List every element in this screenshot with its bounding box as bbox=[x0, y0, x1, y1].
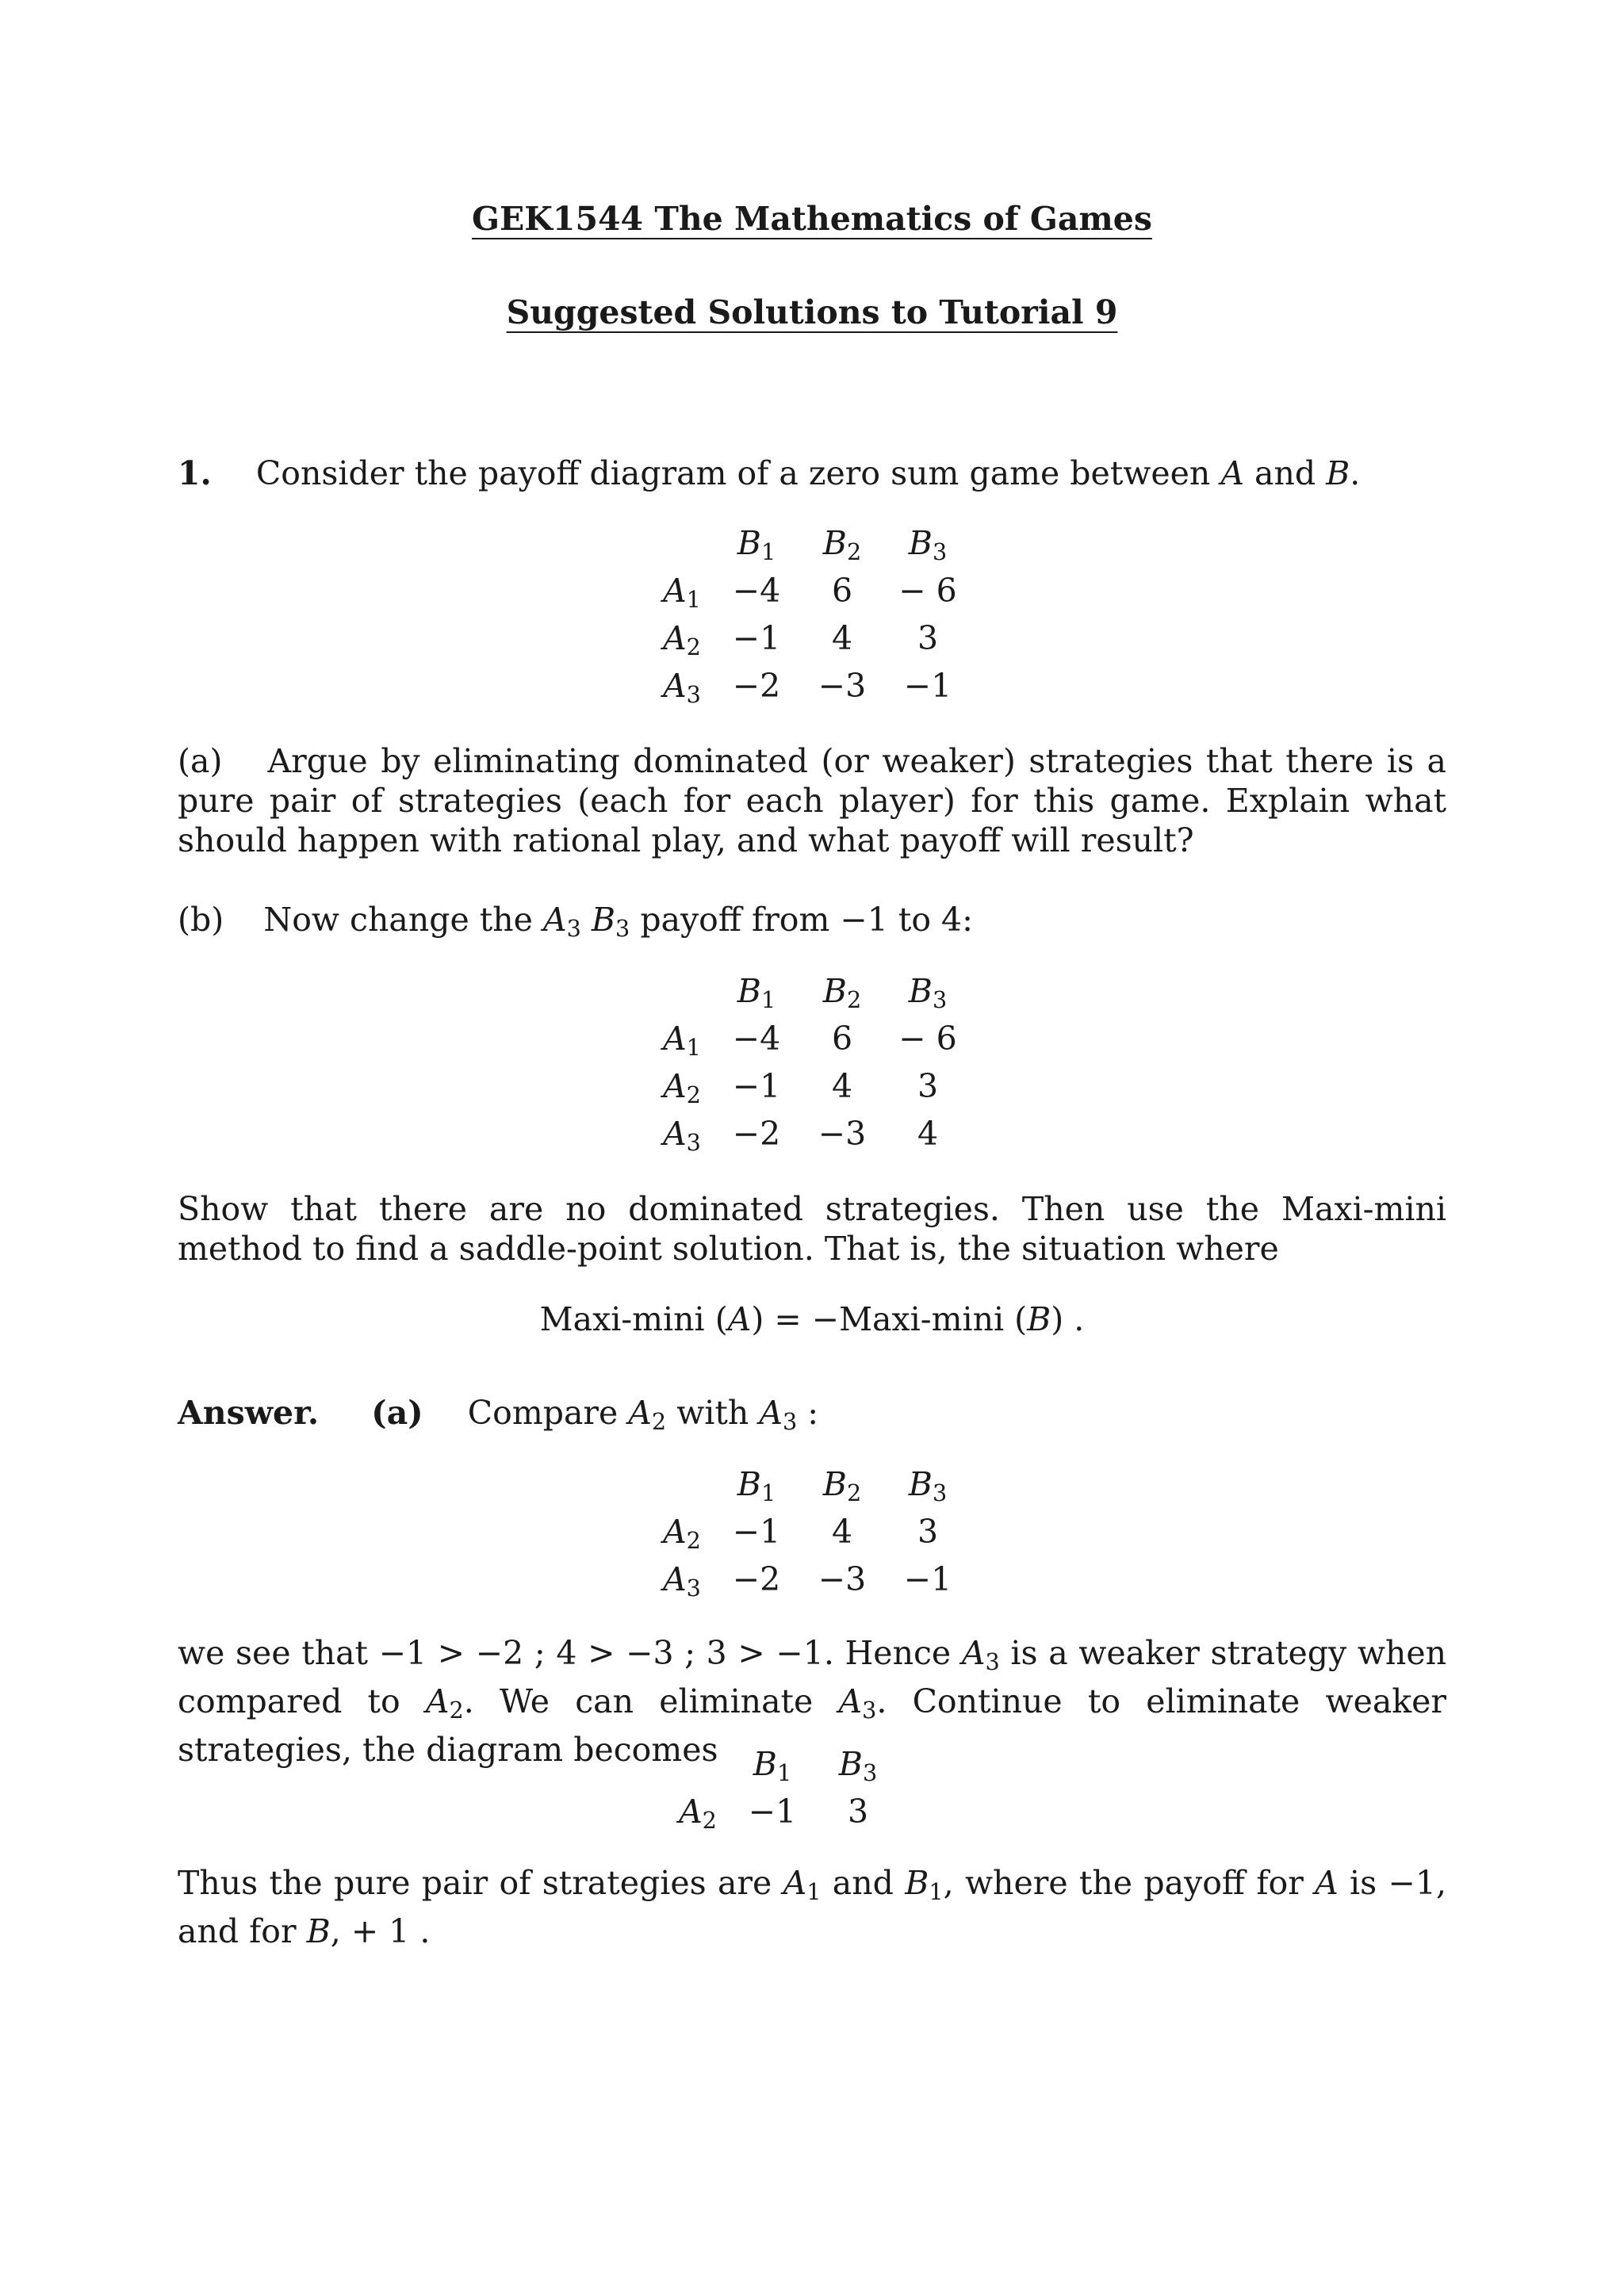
column-header: $B_3$ bbox=[908, 972, 948, 1014]
part-a-text: Argue by eliminating dominated (or weaker) strategies that there is a pure pair of strategies (each for each player) for this game. Explain what should happen with rational play, and what payoff will result? bbox=[178, 742, 1446, 859]
part-a-question bbox=[178, 741, 1446, 860]
payoff-cell: − 6 bbox=[898, 1020, 957, 1058]
part-b-text-2: Show that there are no dominated strategies. Then use the Maxi-mini method to find a saddle-point solution. That is, the situation where bbox=[178, 1190, 1446, 1268]
column-header: $B_1$ bbox=[737, 524, 776, 566]
payoff-cell: 3 bbox=[917, 619, 939, 657]
payoff-cell: −1 bbox=[903, 667, 952, 705]
answer-label: Answer. bbox=[178, 1394, 320, 1432]
payoff-cell: 3 bbox=[917, 1513, 939, 1551]
answer-part-label: (a) bbox=[371, 1394, 423, 1432]
row-header: $A_3$ bbox=[663, 1115, 701, 1157]
payoff-cell: 6 bbox=[831, 1020, 853, 1058]
payoff-cell: 4 bbox=[917, 1115, 939, 1153]
question-number: 1. bbox=[178, 454, 212, 492]
payoff-cell: −1 bbox=[732, 1513, 781, 1551]
payoff-cell: −1 bbox=[903, 1560, 952, 1598]
answer-text-1: we see that −1 > −2 ; 4 > −3 ; 3 > −1. Hence $A_3$ is a weaker strategy when compared to $A_2$. We can eliminate $A_3$. Continue to eliminate weaker strategies, the diagram becomes bbox=[178, 1634, 1446, 1770]
part-b-question bbox=[178, 900, 1446, 948]
maximin-equation: Maxi-mini (A) = −Maxi-mini (B) . bbox=[539, 1300, 1085, 1338]
payoff-cell: −2 bbox=[732, 667, 781, 705]
payoff-cell: −2 bbox=[732, 1560, 781, 1598]
row-header: $A_1$ bbox=[663, 572, 701, 614]
column-header: $B_1$ bbox=[753, 1745, 792, 1787]
column-header: $B_2$ bbox=[822, 972, 862, 1014]
row-header: $A_1$ bbox=[663, 1020, 701, 1062]
row-header: $A_2$ bbox=[663, 1513, 701, 1555]
column-header: $B_3$ bbox=[908, 1465, 948, 1507]
document-title: GEK1544 The Mathematics of Games bbox=[472, 200, 1152, 238]
payoff-cell: − 6 bbox=[898, 572, 957, 610]
column-header: $B_2$ bbox=[822, 524, 862, 566]
question-1-intro bbox=[178, 453, 1446, 493]
part-b-text: Now change the $A_3$ $B_3$ payoff from −1 to 4: bbox=[263, 901, 973, 943]
row-header: $A_2$ bbox=[679, 1793, 717, 1835]
answer-intro bbox=[178, 1393, 1446, 1441]
payoff-cell: −2 bbox=[732, 1115, 781, 1153]
payoff-cell: 4 bbox=[831, 1067, 853, 1105]
payoff-cell: −1 bbox=[748, 1793, 797, 1831]
answer-text-2: Thus the pure pair of strategies are $A_1$ and $B_1$, where the payoff for A is −1, and for B, + 1 . bbox=[178, 1864, 1446, 1951]
column-header: $B_3$ bbox=[908, 524, 948, 566]
payoff-cell: −3 bbox=[818, 667, 867, 705]
answer-intro-text: Compare $A_2$ with $A_3$ : bbox=[467, 1394, 819, 1436]
payoff-matrix-2 bbox=[650, 967, 971, 1158]
payoff-matrix-3 bbox=[650, 1460, 971, 1603]
payoff-cell: −4 bbox=[732, 572, 781, 610]
payoff-cell: 3 bbox=[847, 1793, 869, 1831]
row-header: $A_2$ bbox=[663, 1067, 701, 1109]
column-header: $B_1$ bbox=[737, 972, 776, 1014]
part-a-label: (a) bbox=[178, 742, 223, 780]
document-subtitle: Suggested Solutions to Tutorial 9 bbox=[506, 293, 1118, 331]
payoff-cell: −4 bbox=[732, 1020, 781, 1058]
payoff-cell: 3 bbox=[917, 1067, 939, 1105]
payoff-cell: −3 bbox=[818, 1115, 867, 1153]
row-header: $A_2$ bbox=[663, 619, 701, 661]
payoff-matrix-1 bbox=[650, 519, 971, 710]
column-header: $B_2$ bbox=[822, 1465, 862, 1507]
payoff-cell: 6 bbox=[831, 572, 853, 610]
payoff-cell: −3 bbox=[818, 1560, 867, 1598]
row-header: $A_3$ bbox=[663, 667, 701, 709]
payoff-cell: −1 bbox=[732, 1067, 781, 1105]
payoff-cell: 4 bbox=[831, 1513, 853, 1551]
column-header: $B_1$ bbox=[737, 1465, 776, 1507]
column-header: $B_3$ bbox=[838, 1745, 878, 1787]
part-b-label: (b) bbox=[178, 901, 224, 939]
row-header: $A_3$ bbox=[663, 1560, 701, 1602]
payoff-cell: −1 bbox=[732, 619, 781, 657]
question-intro-text: Consider the payoff diagram of a zero sum game between A and B. bbox=[255, 454, 1361, 492]
payoff-cell: 4 bbox=[831, 619, 853, 657]
